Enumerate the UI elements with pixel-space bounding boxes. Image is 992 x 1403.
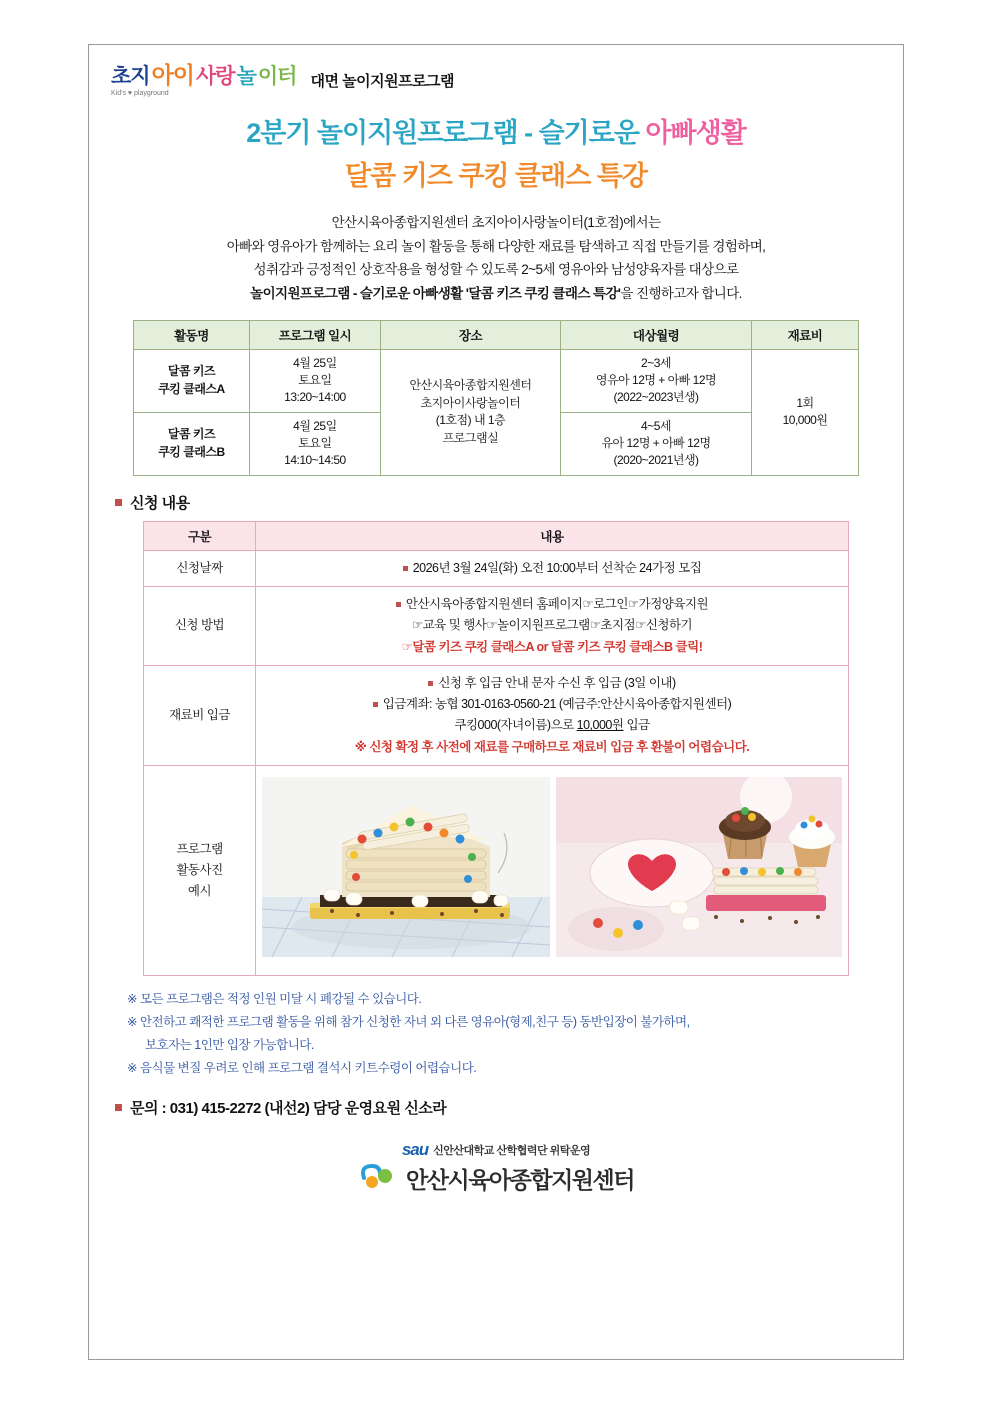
cell-cat-payment: 재료비 입금	[144, 665, 256, 765]
photos-cat-line3: 예시	[187, 884, 212, 899]
intro-paragraph	[111, 211, 881, 306]
mini-square-icon	[428, 681, 433, 686]
cell-place	[380, 349, 560, 475]
photos-cat-line2: 활동사진	[176, 862, 223, 877]
payment-line-3	[262, 715, 842, 736]
table-row	[134, 349, 859, 412]
th-place: 장소	[380, 320, 560, 349]
target-a-line2: 영유아 12명 + 아빠 12명	[595, 372, 717, 387]
page-title-line1	[111, 111, 881, 150]
apply-section-label: 신청 내용	[130, 494, 190, 512]
place-line1: 안산시육아종합지원센터	[409, 378, 532, 393]
date-b-line1: 4월 25일	[293, 418, 337, 433]
intro-line-4	[111, 282, 881, 306]
footer-bottom-row	[358, 1162, 634, 1195]
cell-cat-method: 신청 방법	[144, 587, 256, 666]
th-datetime: 프로그램 일시	[249, 320, 380, 349]
cell-activity-a	[134, 349, 250, 412]
footer-top-row	[402, 1140, 590, 1160]
page-title-line1-b: 아빠생활	[645, 118, 746, 148]
cell-cat-date: 신청날짜	[144, 550, 256, 586]
cell-target-b	[560, 412, 751, 475]
mini-square-icon	[396, 602, 401, 607]
target-b-line1: 4~5세	[641, 418, 671, 433]
date-b-line3: 14:10~14:50	[284, 453, 346, 468]
center-name: 안산시육아종합지원센터	[406, 1166, 634, 1193]
contact-row	[111, 1097, 881, 1118]
payment-line-2-text: 입금계좌: 농협 301-0163-0560-21 (예금주:안산시육아종합지원센터)	[382, 697, 732, 712]
cell-datetime-b	[249, 412, 380, 475]
page-title-line2: 달콤 키즈 쿠킹 클래스 특강	[345, 161, 647, 191]
th-content: 내용	[256, 521, 849, 550]
logo-subtitle: Kid's ♥ playground	[111, 89, 169, 97]
date-content-text: 2026년 3월 24일(화) 오전 10:00부터 선착순 24가정 모집	[412, 560, 702, 575]
page-title-line1-a: 2분기 놀이지원프로그램 - 슬기로운	[246, 118, 646, 148]
payment-amount: 10,000원	[576, 718, 624, 733]
payment-line-1	[262, 673, 842, 694]
method-line-2: ☞교육 및 행사☞놀이지원프로그램☞초지점☞신청하기	[411, 618, 693, 633]
intro-line-2: 아빠와 영유아가 함께하는 요리 놀이 활동을 통해 다양한 재료를 탐색하고 직접 만들기를 경험하며,	[226, 238, 766, 254]
table-row	[144, 587, 849, 666]
payment-line-2	[262, 694, 842, 715]
intro-line-1: 안산시육아종합지원센터 초지아이사랑놀이터(1호점)에서는	[331, 215, 661, 230]
footer	[111, 1140, 881, 1195]
cell-fee	[752, 349, 859, 475]
logo-part-5: 이터	[257, 64, 297, 88]
table-header-row	[134, 320, 859, 349]
cell-target-a	[560, 349, 751, 412]
method-line-1	[262, 594, 842, 615]
cell-date-content	[256, 550, 849, 586]
logo	[111, 61, 297, 97]
square-bullet-icon	[115, 1104, 122, 1111]
cell-photos	[256, 765, 849, 975]
target-a-line3: (2022~2023년생)	[613, 390, 699, 405]
apply-section-heading	[111, 492, 881, 513]
square-bullet-icon	[115, 499, 122, 506]
note-3: ※ 음식물 변질 우려로 인해 프로그램 결석시 키트수령이 어렵습니다.	[127, 1061, 477, 1076]
logo-part-3: 사랑	[196, 64, 235, 88]
logo-part-1: 초지	[111, 64, 150, 88]
payment-warning: ※ 신청 확정 후 사전에 재료를 구매하므로 재료비 입금 후 환불이 어렵습니다.	[354, 739, 750, 754]
photo-gallery	[262, 773, 842, 968]
activity-a-line2: 쿠킹 클래스A	[158, 381, 225, 396]
activity-b-line1: 달콤 키즈	[167, 427, 216, 442]
center-mark-icon	[358, 1162, 398, 1195]
program-table	[133, 320, 859, 476]
cell-datetime-a	[249, 349, 380, 412]
mini-square-icon	[373, 702, 378, 707]
method-line-1-text: 안산시육아종합지원센터 홈페이지☞로그인☞가정양육지원	[405, 597, 709, 612]
table-row	[144, 665, 849, 765]
note-2-cont: 보호자는 1인만 입장 가능합니다.	[145, 1038, 314, 1053]
notes-block	[127, 988, 881, 1081]
poster-page	[88, 44, 904, 1360]
cell-payment-content	[256, 665, 849, 765]
footer-subtitle: 신안산대학교 산학협력단 위탁운영	[433, 1144, 591, 1157]
poster-header	[111, 59, 881, 101]
method-line-3: ☞달콤 키즈 쿠킹 클래스A or 달콤 키즈 쿠킹 클래스B 클릭!	[401, 639, 703, 654]
sau-logo: sau	[401, 1139, 429, 1159]
cell-activity-b	[134, 412, 250, 475]
date-a-line3: 13:20~14:00	[284, 390, 346, 405]
th-fee: 재료비	[752, 320, 859, 349]
logo-part-2: 아이	[151, 61, 195, 88]
date-a-line1: 4월 25일	[293, 355, 337, 370]
payment-line-3-a: 쿠킹000(자녀이름)으로	[454, 718, 577, 733]
place-line4: 프로그램실	[442, 430, 499, 445]
cell-method-content	[256, 587, 849, 666]
payment-line-3-c: 입금	[623, 718, 650, 733]
activity-photo-2	[556, 777, 842, 964]
mini-square-icon	[403, 566, 408, 571]
table-row	[144, 765, 849, 975]
activity-a-line1: 달콤 키즈	[167, 364, 216, 379]
activity-b-line2: 쿠킹 클래스B	[158, 444, 225, 459]
activity-photo-1	[262, 777, 550, 964]
th-category: 구분	[144, 521, 256, 550]
contact-text: 문의 : 031) 415-2272 (내선2) 담당 운영요원 신소라	[130, 1099, 447, 1117]
note-1: ※ 모든 프로그램은 적정 인원 미달 시 폐강될 수 있습니다.	[127, 992, 422, 1007]
fee-line1: 1회	[796, 395, 814, 410]
intro-line-3: 성취감과 긍정적인 상호작용을 형성할 수 있도록 2~5세 영유아와 남성양육자를 대상으로	[253, 262, 739, 278]
place-line2: 초지아이사랑놀이터	[420, 395, 521, 410]
note-2: ※ 안전하고 쾌적한 프로그램 활동을 위해 참가 신청한 자녀 외 다른 영유아(형제,친구 등) 동반입장이 불가하며,	[127, 1015, 690, 1030]
photos-cat-line1: 프로그램	[176, 841, 223, 856]
target-b-line3: (2020~2021년생)	[613, 453, 699, 468]
date-b-line2: 토요일	[298, 436, 332, 451]
th-activity: 활동명	[134, 320, 250, 349]
intro-line-4-bold: 놀이지원프로그램 - 슬기로운 아빠생활 '달콤 키즈 쿠킹 클래스 특강'	[250, 285, 621, 301]
date-a-line2: 토요일	[298, 372, 332, 387]
target-b-line2: 유아 12명 + 아빠 12명	[601, 436, 711, 451]
cell-cat-photos	[144, 765, 256, 975]
table-row	[144, 550, 849, 586]
apply-header-row	[144, 521, 849, 550]
fee-line2: 10,000원	[782, 413, 828, 428]
target-a-line1: 2~3세	[641, 355, 671, 370]
payment-line-1-text: 신청 후 입금 안내 문자 수신 후 입금 (3일 이내)	[438, 675, 676, 690]
apply-table	[143, 521, 849, 976]
intro-line-4-tail: 을 진행하고자 합니다.	[620, 285, 742, 301]
place-line3: (1호점) 내 1층	[435, 413, 506, 428]
header-title: 대면 놀이지원프로그램	[310, 72, 455, 90]
th-target: 대상월령	[560, 320, 751, 349]
logo-part-4: 놀	[236, 64, 256, 88]
